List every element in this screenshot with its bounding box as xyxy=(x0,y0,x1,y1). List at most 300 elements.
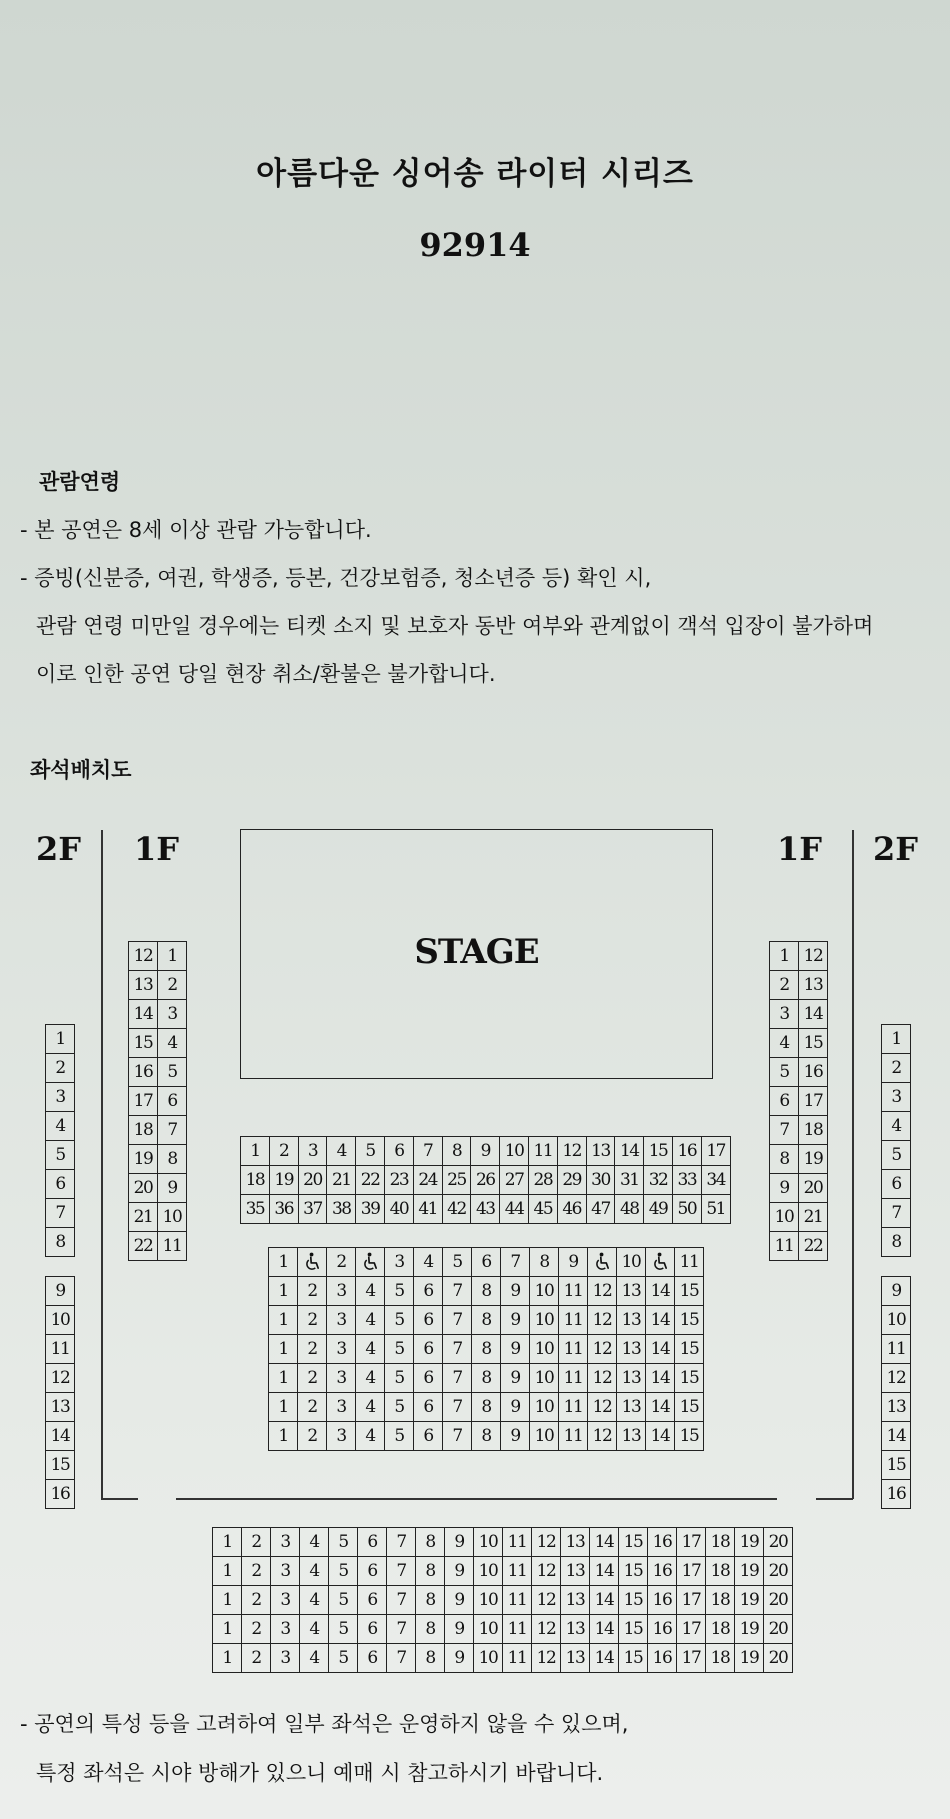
seat[interactable]: 8 xyxy=(770,1145,799,1174)
seat[interactable]: 1 xyxy=(213,1644,242,1673)
seat[interactable]: 12 xyxy=(532,1557,561,1586)
seat[interactable]: 9 xyxy=(501,1306,530,1335)
seat[interactable]: 18 xyxy=(129,1116,158,1145)
seat[interactable]: 5 xyxy=(329,1557,358,1586)
seat[interactable]: 8 xyxy=(416,1557,445,1586)
seat[interactable]: 6 xyxy=(358,1528,387,1557)
seat[interactable]: 12 xyxy=(46,1364,75,1393)
seat[interactable]: 13 xyxy=(561,1586,590,1615)
seat[interactable]: 9 xyxy=(501,1422,530,1451)
seat[interactable]: 6 xyxy=(158,1087,187,1116)
seat[interactable]: 20 xyxy=(799,1174,828,1203)
seat[interactable]: 30 xyxy=(586,1166,615,1195)
seat[interactable]: 20 xyxy=(764,1557,793,1586)
seat[interactable]: 16 xyxy=(882,1480,911,1509)
seat[interactable]: 20 xyxy=(129,1174,158,1203)
seat[interactable]: 1 xyxy=(269,1364,298,1393)
seat[interactable]: 43 xyxy=(471,1195,500,1224)
seat[interactable]: 5 xyxy=(329,1644,358,1673)
seat[interactable]: 8 xyxy=(158,1145,187,1174)
seat[interactable]: 14 xyxy=(799,1000,828,1029)
seat[interactable]: 6 xyxy=(46,1170,75,1199)
seat[interactable]: 18 xyxy=(799,1116,828,1145)
seat[interactable]: 5 xyxy=(356,1137,385,1166)
seat[interactable]: 50 xyxy=(672,1195,701,1224)
seat[interactable]: 1 xyxy=(213,1615,242,1644)
seat[interactable]: 19 xyxy=(735,1586,764,1615)
seat[interactable]: 11 xyxy=(559,1393,588,1422)
seat[interactable]: 15 xyxy=(675,1364,704,1393)
seat[interactable]: 14 xyxy=(646,1335,675,1364)
seat[interactable]: 11 xyxy=(528,1137,557,1166)
seat[interactable]: 4 xyxy=(300,1615,329,1644)
seat[interactable]: 4 xyxy=(300,1557,329,1586)
seat[interactable]: 13 xyxy=(561,1644,590,1673)
seat[interactable]: 14 xyxy=(590,1644,619,1673)
seat[interactable]: 41 xyxy=(413,1195,442,1224)
seat[interactable]: 9 xyxy=(559,1248,588,1277)
seat[interactable]: 12 xyxy=(588,1335,617,1364)
seat[interactable]: 5 xyxy=(443,1248,472,1277)
seat[interactable]: 18 xyxy=(241,1166,270,1195)
seat[interactable]: 3 xyxy=(271,1615,300,1644)
seat[interactable]: 1 xyxy=(213,1528,242,1557)
seat[interactable]: 11 xyxy=(158,1232,187,1261)
seat[interactable]: 15 xyxy=(619,1586,648,1615)
seat[interactable]: 6 xyxy=(358,1586,387,1615)
seat[interactable]: 15 xyxy=(675,1306,704,1335)
seat[interactable]: 7 xyxy=(387,1586,416,1615)
seat[interactable]: 9 xyxy=(445,1644,474,1673)
seat[interactable]: 27 xyxy=(500,1166,529,1195)
seat[interactable]: 10 xyxy=(158,1203,187,1232)
seat[interactable]: 6 xyxy=(882,1170,911,1199)
seat[interactable]: 18 xyxy=(706,1557,735,1586)
seat[interactable]: 8 xyxy=(472,1277,501,1306)
seat[interactable]: 35 xyxy=(241,1195,270,1224)
seat[interactable]: 9 xyxy=(882,1277,911,1306)
seat[interactable]: 6 xyxy=(414,1422,443,1451)
seat[interactable]: 1 xyxy=(269,1335,298,1364)
seat[interactable]: 5 xyxy=(158,1058,187,1087)
seat[interactable]: 12 xyxy=(588,1277,617,1306)
seat[interactable]: 6 xyxy=(414,1306,443,1335)
seat[interactable]: 11 xyxy=(46,1335,75,1364)
seat[interactable]: 46 xyxy=(557,1195,586,1224)
seat[interactable]: 17 xyxy=(677,1586,706,1615)
seat[interactable]: 5 xyxy=(46,1141,75,1170)
seat[interactable]: 8 xyxy=(416,1586,445,1615)
seat[interactable]: 49 xyxy=(644,1195,673,1224)
seat[interactable]: 11 xyxy=(770,1232,799,1261)
seat[interactable]: 4 xyxy=(414,1248,443,1277)
seat[interactable]: 7 xyxy=(46,1199,75,1228)
seat[interactable]: 11 xyxy=(559,1364,588,1393)
seat[interactable]: 7 xyxy=(387,1615,416,1644)
seat[interactable]: 14 xyxy=(590,1586,619,1615)
seat[interactable]: 3 xyxy=(770,1000,799,1029)
seat[interactable]: 7 xyxy=(770,1116,799,1145)
seat[interactable]: 15 xyxy=(129,1029,158,1058)
seat[interactable]: 16 xyxy=(648,1644,677,1673)
seat[interactable]: 20 xyxy=(764,1586,793,1615)
seat[interactable]: 12 xyxy=(588,1422,617,1451)
seat[interactable]: 13 xyxy=(617,1393,646,1422)
seat[interactable]: 9 xyxy=(158,1174,187,1203)
seat[interactable]: 4 xyxy=(158,1029,187,1058)
seat[interactable]: 16 xyxy=(648,1586,677,1615)
seat[interactable]: 1 xyxy=(269,1306,298,1335)
seat[interactable]: 4 xyxy=(300,1644,329,1673)
seat[interactable]: 4 xyxy=(46,1112,75,1141)
seat[interactable]: 39 xyxy=(356,1195,385,1224)
seat[interactable]: 9 xyxy=(445,1615,474,1644)
seat[interactable]: 11 xyxy=(503,1528,532,1557)
seat[interactable]: 12 xyxy=(588,1393,617,1422)
seat[interactable]: 51 xyxy=(701,1195,730,1224)
seat[interactable]: 17 xyxy=(677,1644,706,1673)
seat[interactable]: 15 xyxy=(675,1277,704,1306)
seat[interactable]: 26 xyxy=(471,1166,500,1195)
seat[interactable]: 1 xyxy=(213,1586,242,1615)
seat[interactable]: 6 xyxy=(770,1087,799,1116)
seat[interactable]: 14 xyxy=(646,1364,675,1393)
seat[interactable]: 3 xyxy=(298,1137,327,1166)
seat[interactable]: 6 xyxy=(358,1557,387,1586)
seat[interactable]: 2 xyxy=(298,1393,327,1422)
seat[interactable]: 31 xyxy=(615,1166,644,1195)
seat[interactable]: 8 xyxy=(416,1644,445,1673)
seat[interactable]: 36 xyxy=(269,1195,298,1224)
seat[interactable]: 2 xyxy=(298,1364,327,1393)
seat[interactable]: 5 xyxy=(385,1393,414,1422)
seat[interactable]: 1 xyxy=(882,1025,911,1054)
seat[interactable]: 2 xyxy=(242,1528,271,1557)
seat[interactable]: 44 xyxy=(500,1195,529,1224)
seat[interactable]: 9 xyxy=(445,1528,474,1557)
seat[interactable]: 15 xyxy=(644,1137,673,1166)
seat[interactable]: 10 xyxy=(474,1615,503,1644)
seat[interactable]: 6 xyxy=(414,1364,443,1393)
seat[interactable]: 6 xyxy=(358,1615,387,1644)
seat[interactable]: 3 xyxy=(271,1586,300,1615)
seat[interactable]: 18 xyxy=(706,1528,735,1557)
seat[interactable]: 7 xyxy=(443,1364,472,1393)
seat[interactable]: 11 xyxy=(559,1422,588,1451)
seat[interactable]: 9 xyxy=(501,1393,530,1422)
seat[interactable]: 10 xyxy=(530,1393,559,1422)
seat[interactable]: 9 xyxy=(770,1174,799,1203)
seat[interactable]: 10 xyxy=(530,1364,559,1393)
seat[interactable]: 6 xyxy=(414,1277,443,1306)
seat[interactable]: 9 xyxy=(501,1277,530,1306)
seat[interactable]: 18 xyxy=(706,1615,735,1644)
seat[interactable]: 2 xyxy=(242,1615,271,1644)
seat[interactable]: 2 xyxy=(242,1644,271,1673)
seat[interactable]: 3 xyxy=(46,1083,75,1112)
seat[interactable]: 13 xyxy=(46,1393,75,1422)
seat[interactable]: 3 xyxy=(327,1364,356,1393)
seat[interactable]: 2 xyxy=(269,1137,298,1166)
seat[interactable]: 2 xyxy=(298,1422,327,1451)
seat[interactable]: 14 xyxy=(46,1422,75,1451)
seat[interactable]: 7 xyxy=(443,1277,472,1306)
seat[interactable]: 4 xyxy=(327,1137,356,1166)
seat[interactable]: 17 xyxy=(677,1615,706,1644)
seat[interactable]: 37 xyxy=(298,1195,327,1224)
seat[interactable]: 2 xyxy=(770,971,799,1000)
wheelchair-seat[interactable] xyxy=(588,1248,617,1277)
wheelchair-seat[interactable] xyxy=(356,1248,385,1277)
seat[interactable]: 13 xyxy=(586,1137,615,1166)
seat[interactable]: 15 xyxy=(882,1451,911,1480)
seat[interactable]: 9 xyxy=(445,1586,474,1615)
seat[interactable]: 3 xyxy=(158,1000,187,1029)
seat[interactable]: 15 xyxy=(799,1029,828,1058)
wheelchair-seat[interactable] xyxy=(646,1248,675,1277)
seat[interactable]: 22 xyxy=(129,1232,158,1261)
seat[interactable]: 28 xyxy=(528,1166,557,1195)
seat[interactable]: 8 xyxy=(46,1228,75,1257)
seat[interactable]: 2 xyxy=(158,971,187,1000)
seat[interactable]: 4 xyxy=(356,1335,385,1364)
seat[interactable]: 38 xyxy=(327,1195,356,1224)
seat[interactable]: 5 xyxy=(385,1335,414,1364)
seat[interactable]: 4 xyxy=(356,1277,385,1306)
seat[interactable]: 17 xyxy=(799,1087,828,1116)
seat[interactable]: 10 xyxy=(500,1137,529,1166)
seat[interactable]: 1 xyxy=(269,1393,298,1422)
seat[interactable]: 17 xyxy=(701,1137,730,1166)
seat[interactable]: 8 xyxy=(472,1422,501,1451)
seat[interactable]: 9 xyxy=(46,1277,75,1306)
seat[interactable]: 1 xyxy=(269,1422,298,1451)
seat[interactable]: 23 xyxy=(384,1166,413,1195)
seat[interactable]: 13 xyxy=(882,1393,911,1422)
seat[interactable]: 11 xyxy=(503,1557,532,1586)
seat[interactable]: 11 xyxy=(882,1335,911,1364)
seat[interactable]: 12 xyxy=(557,1137,586,1166)
seat[interactable]: 47 xyxy=(586,1195,615,1224)
seat[interactable]: 42 xyxy=(442,1195,471,1224)
seat[interactable]: 10 xyxy=(770,1203,799,1232)
seat[interactable]: 7 xyxy=(882,1199,911,1228)
seat[interactable]: 7 xyxy=(387,1644,416,1673)
seat[interactable]: 10 xyxy=(530,1422,559,1451)
seat[interactable]: 1 xyxy=(770,942,799,971)
seat[interactable]: 13 xyxy=(561,1528,590,1557)
seat[interactable]: 2 xyxy=(242,1557,271,1586)
seat[interactable]: 18 xyxy=(706,1644,735,1673)
seat[interactable]: 3 xyxy=(385,1248,414,1277)
seat[interactable]: 4 xyxy=(356,1393,385,1422)
seat[interactable]: 20 xyxy=(764,1615,793,1644)
seat[interactable]: 3 xyxy=(271,1528,300,1557)
seat[interactable]: 9 xyxy=(501,1364,530,1393)
seat[interactable]: 5 xyxy=(385,1306,414,1335)
seat[interactable]: 6 xyxy=(414,1335,443,1364)
seat[interactable]: 25 xyxy=(442,1166,471,1195)
seat[interactable]: 14 xyxy=(882,1422,911,1451)
seat[interactable]: 7 xyxy=(443,1422,472,1451)
seat[interactable]: 29 xyxy=(557,1166,586,1195)
seat[interactable]: 16 xyxy=(648,1615,677,1644)
seat[interactable]: 3 xyxy=(327,1306,356,1335)
seat[interactable]: 3 xyxy=(327,1277,356,1306)
seat[interactable]: 12 xyxy=(129,942,158,971)
seat[interactable]: 16 xyxy=(799,1058,828,1087)
wheelchair-seat[interactable] xyxy=(298,1248,327,1277)
seat[interactable]: 14 xyxy=(646,1393,675,1422)
seat[interactable]: 21 xyxy=(327,1166,356,1195)
seat[interactable]: 5 xyxy=(329,1528,358,1557)
seat[interactable]: 12 xyxy=(588,1364,617,1393)
seat[interactable]: 4 xyxy=(356,1306,385,1335)
seat[interactable]: 5 xyxy=(329,1586,358,1615)
seat[interactable]: 7 xyxy=(501,1248,530,1277)
seat[interactable]: 4 xyxy=(770,1029,799,1058)
seat[interactable]: 11 xyxy=(503,1615,532,1644)
seat[interactable]: 33 xyxy=(672,1166,701,1195)
seat[interactable]: 32 xyxy=(644,1166,673,1195)
seat[interactable]: 11 xyxy=(503,1586,532,1615)
seat[interactable]: 19 xyxy=(735,1528,764,1557)
seat[interactable]: 4 xyxy=(882,1112,911,1141)
seat[interactable]: 18 xyxy=(706,1586,735,1615)
seat[interactable]: 13 xyxy=(617,1364,646,1393)
seat[interactable]: 16 xyxy=(46,1480,75,1509)
seat[interactable]: 10 xyxy=(474,1528,503,1557)
seat[interactable]: 4 xyxy=(300,1586,329,1615)
seat[interactable]: 6 xyxy=(384,1137,413,1166)
seat[interactable]: 2 xyxy=(298,1277,327,1306)
seat[interactable]: 10 xyxy=(46,1306,75,1335)
seat[interactable]: 20 xyxy=(764,1644,793,1673)
seat[interactable]: 1 xyxy=(46,1025,75,1054)
seat[interactable]: 13 xyxy=(561,1615,590,1644)
seat[interactable]: 12 xyxy=(882,1364,911,1393)
seat[interactable]: 21 xyxy=(799,1203,828,1232)
seat[interactable]: 6 xyxy=(358,1644,387,1673)
seat[interactable]: 17 xyxy=(129,1087,158,1116)
seat[interactable]: 10 xyxy=(474,1557,503,1586)
seat[interactable]: 15 xyxy=(46,1451,75,1480)
seat[interactable]: 13 xyxy=(561,1557,590,1586)
seat[interactable]: 5 xyxy=(329,1615,358,1644)
seat[interactable]: 20 xyxy=(764,1528,793,1557)
seat[interactable]: 10 xyxy=(474,1644,503,1673)
seat[interactable]: 10 xyxy=(530,1277,559,1306)
seat[interactable]: 5 xyxy=(385,1364,414,1393)
seat[interactable]: 1 xyxy=(213,1557,242,1586)
seat[interactable]: 16 xyxy=(648,1528,677,1557)
seat[interactable]: 6 xyxy=(414,1393,443,1422)
seat[interactable]: 48 xyxy=(615,1195,644,1224)
seat[interactable]: 9 xyxy=(445,1557,474,1586)
seat[interactable]: 15 xyxy=(619,1557,648,1586)
seat[interactable]: 8 xyxy=(472,1364,501,1393)
seat[interactable]: 2 xyxy=(298,1306,327,1335)
seat[interactable]: 8 xyxy=(472,1335,501,1364)
seat[interactable]: 19 xyxy=(735,1615,764,1644)
seat[interactable]: 2 xyxy=(46,1054,75,1083)
seat[interactable]: 15 xyxy=(675,1393,704,1422)
seat[interactable]: 45 xyxy=(528,1195,557,1224)
seat[interactable]: 1 xyxy=(158,942,187,971)
seat[interactable]: 15 xyxy=(619,1615,648,1644)
seat[interactable]: 8 xyxy=(416,1615,445,1644)
seat[interactable]: 11 xyxy=(559,1335,588,1364)
seat[interactable]: 7 xyxy=(443,1393,472,1422)
seat[interactable]: 12 xyxy=(588,1306,617,1335)
seat[interactable]: 16 xyxy=(129,1058,158,1087)
seat[interactable]: 11 xyxy=(675,1248,704,1277)
seat[interactable]: 11 xyxy=(559,1306,588,1335)
seat[interactable]: 1 xyxy=(269,1277,298,1306)
seat[interactable]: 1 xyxy=(241,1137,270,1166)
seat[interactable]: 5 xyxy=(385,1422,414,1451)
seat[interactable]: 7 xyxy=(387,1557,416,1586)
seat[interactable]: 13 xyxy=(617,1422,646,1451)
seat[interactable]: 14 xyxy=(129,1000,158,1029)
seat[interactable]: 8 xyxy=(472,1306,501,1335)
seat[interactable]: 12 xyxy=(532,1615,561,1644)
seat[interactable]: 12 xyxy=(799,942,828,971)
seat[interactable]: 10 xyxy=(882,1306,911,1335)
seat[interactable]: 15 xyxy=(619,1528,648,1557)
seat[interactable]: 14 xyxy=(615,1137,644,1166)
seat[interactable]: 13 xyxy=(129,971,158,1000)
seat[interactable]: 22 xyxy=(799,1232,828,1261)
seat[interactable]: 4 xyxy=(356,1422,385,1451)
seat[interactable]: 5 xyxy=(385,1277,414,1306)
seat[interactable]: 40 xyxy=(384,1195,413,1224)
seat[interactable]: 19 xyxy=(129,1145,158,1174)
seat[interactable]: 11 xyxy=(503,1644,532,1673)
seat[interactable]: 8 xyxy=(472,1393,501,1422)
seat[interactable]: 14 xyxy=(590,1557,619,1586)
seat[interactable]: 7 xyxy=(158,1116,187,1145)
seat[interactable]: 3 xyxy=(271,1644,300,1673)
seat[interactable]: 10 xyxy=(617,1248,646,1277)
seat[interactable]: 8 xyxy=(442,1137,471,1166)
seat[interactable]: 16 xyxy=(672,1137,701,1166)
seat[interactable]: 13 xyxy=(617,1335,646,1364)
seat[interactable]: 12 xyxy=(532,1528,561,1557)
seat[interactable]: 15 xyxy=(619,1644,648,1673)
seat[interactable]: 12 xyxy=(532,1644,561,1673)
seat[interactable]: 16 xyxy=(648,1557,677,1586)
seat[interactable]: 3 xyxy=(327,1335,356,1364)
seat[interactable]: 24 xyxy=(413,1166,442,1195)
seat[interactable]: 12 xyxy=(532,1586,561,1615)
seat[interactable]: 14 xyxy=(646,1306,675,1335)
seat[interactable]: 1 xyxy=(269,1248,298,1277)
seat[interactable]: 14 xyxy=(646,1277,675,1306)
seat[interactable]: 10 xyxy=(474,1586,503,1615)
seat[interactable]: 13 xyxy=(799,971,828,1000)
seat[interactable]: 5 xyxy=(770,1058,799,1087)
seat[interactable]: 17 xyxy=(677,1528,706,1557)
seat[interactable]: 19 xyxy=(799,1145,828,1174)
seat[interactable]: 2 xyxy=(882,1054,911,1083)
seat[interactable]: 4 xyxy=(356,1364,385,1393)
seat[interactable]: 8 xyxy=(882,1228,911,1257)
seat[interactable]: 3 xyxy=(271,1557,300,1586)
seat[interactable]: 5 xyxy=(882,1141,911,1170)
seat[interactable]: 19 xyxy=(735,1557,764,1586)
seat[interactable]: 3 xyxy=(327,1393,356,1422)
